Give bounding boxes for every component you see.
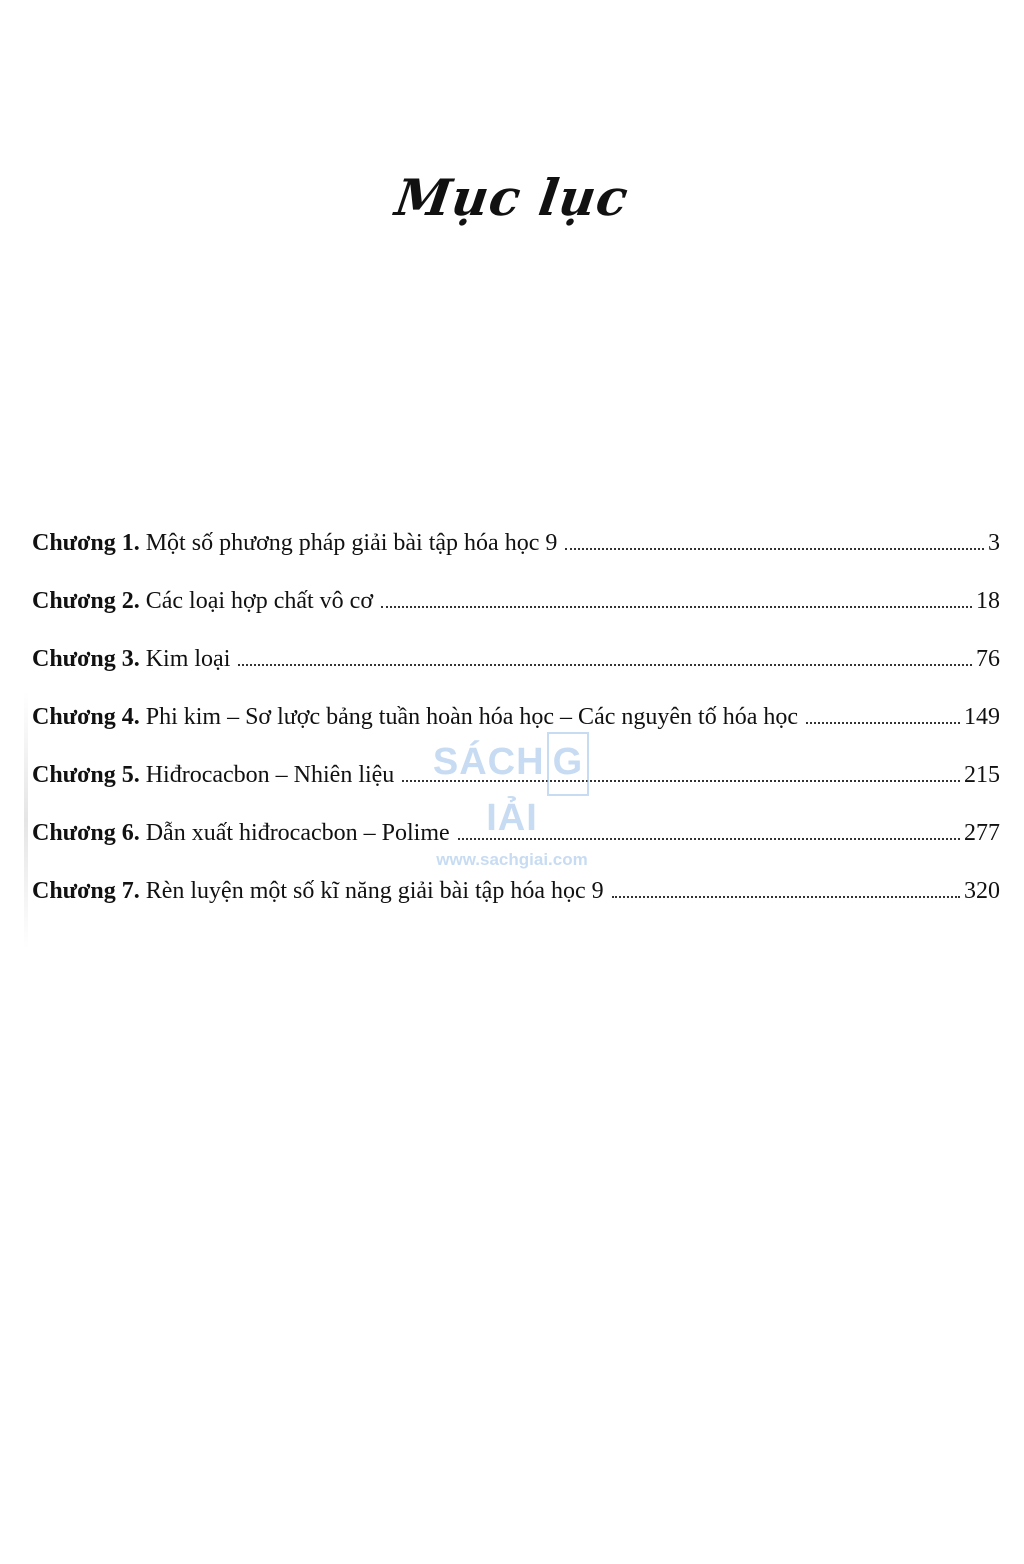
watermark-logo-box: G [547, 732, 590, 796]
page-number: 320 [964, 878, 1000, 904]
toc-entry-chapter-7 [32, 876, 1000, 934]
chapter-title: Rèn luyện một số kĩ năng giải bài tập hóa học 9 [145, 878, 604, 904]
chapter-title: Dẫn xuất hiđrocacbon – Polime [145, 820, 450, 846]
page-number: 277 [964, 820, 1000, 846]
chapter-label: Chương 7. [32, 878, 140, 904]
chapter-title: Các loại hợp chất vô cơ [145, 588, 374, 614]
watermark-logo-left: SÁCH [432, 741, 545, 784]
page-number: 149 [964, 704, 1000, 730]
watermark-logo-right: IẢI [486, 797, 538, 839]
page-number: 18 [976, 588, 1000, 614]
dot-leader [612, 896, 960, 898]
chapter-title: Một số phương pháp giải bài tập hóa học 9 [145, 530, 558, 556]
chapter-label: Chương 1. [32, 530, 140, 556]
watermark-logo [412, 732, 612, 840]
chapter-title: Hiđrocacbon – Nhiên liệu [145, 762, 395, 788]
scan-edge-shadow [24, 690, 28, 950]
page-number: 215 [964, 762, 1000, 788]
chapter-label: Chương 4. [32, 704, 140, 730]
dot-leader [806, 722, 960, 724]
page-number: 76 [976, 646, 1000, 672]
chapter-label: Chương 2. [32, 588, 140, 614]
chapter-label: Chương 5. [32, 762, 140, 788]
watermark-url: www.sachgiai.com [436, 850, 588, 869]
table-of-contents [32, 528, 1000, 934]
chapter-title: Phi kim – Sơ lược bảng tuần hoàn hóa học – Các nguyên tố hóa học [145, 704, 798, 730]
dot-leader [565, 548, 984, 550]
toc-entry-chapter-1 [32, 528, 1000, 586]
page-title: Mục lục [391, 168, 633, 227]
chapter-label: Chương 6. [32, 820, 140, 846]
toc-entry-chapter-2 [32, 586, 1000, 644]
dot-leader [238, 664, 972, 666]
chapter-title: Kim loại [145, 646, 231, 672]
toc-entry-chapter-3 [32, 644, 1000, 702]
dot-leader [381, 606, 972, 608]
chapter-label: Chương 3. [32, 646, 140, 672]
page-number: 3 [988, 530, 1000, 556]
watermark [412, 732, 612, 869]
